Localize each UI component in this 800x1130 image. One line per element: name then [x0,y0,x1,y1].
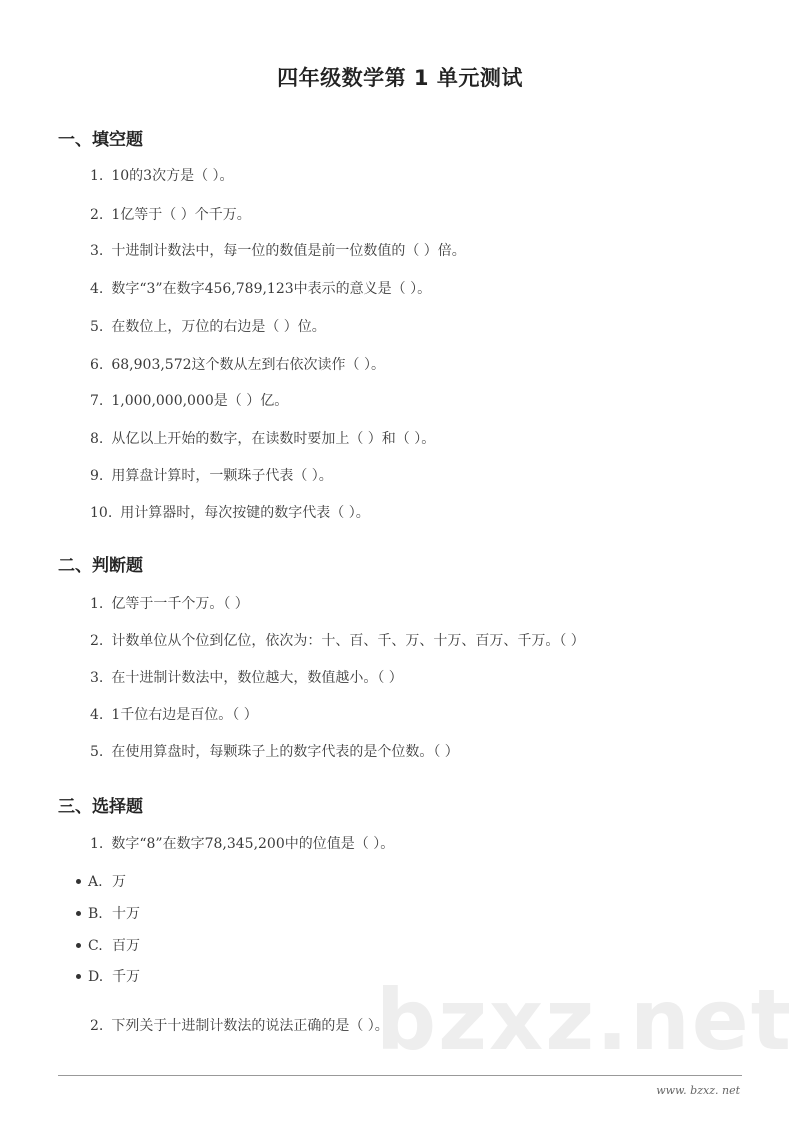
section-heading-fill-in: 一、填空题 [58,130,143,150]
choice-option-d [76,966,140,986]
question-item [90,667,403,687]
question-item [90,428,435,448]
bullet-icon [76,943,81,948]
question-number: 2. [90,1018,104,1034]
question-number: 2. [90,633,104,649]
question-number: 1. [90,168,104,184]
footer-url: www. bzxz. net [656,1084,740,1097]
question-number: 1. [90,836,104,852]
question-text: 数字“3”在数字456,789,123中表示的意义是（ ）。 [111,281,432,297]
question-item [90,240,466,260]
option-text: 万 [112,874,126,890]
question-text: 从亿以上开始的数字，在读数时要加上（ ）和（ ）。 [111,431,436,447]
option-letter: D. [88,969,104,985]
question-text: 10的3次方是（ ）。 [111,168,234,184]
question-number: 2. [90,207,104,223]
question-item [90,165,234,185]
watermark: bzxz.net [376,971,793,1069]
choice-option-b [76,903,140,923]
question-text: 计数单位从个位到亿位，依次为：十、百、千、万、十万、百万、千万。（ ） [111,633,585,649]
question-number: 7. [90,393,104,409]
question-item [90,593,249,613]
question-text: 1亿等于（ ）个千万。 [111,207,251,223]
section-heading-multiple-choice: 三、选择题 [58,797,143,817]
question-number: 5. [90,744,104,760]
question-number: 3. [90,243,104,259]
question-item [90,465,333,485]
question-number: 1. [90,596,104,612]
option-letter: C. [88,938,103,954]
question-text: 用算盘计算时，一颗珠子代表（ ）。 [111,468,333,484]
option-letter: B. [88,906,103,922]
section-heading-true-false: 二、判断题 [58,556,143,576]
question-text: 68,903,572这个数从左到右依次读作（ ）。 [111,357,385,373]
bullet-icon [76,911,81,916]
question-item [90,704,258,724]
question-number: 9. [90,468,104,484]
question-number: 4. [90,707,104,723]
question-number: 4. [90,281,104,297]
question-number: 6. [90,357,104,373]
question-item [90,741,459,761]
bullet-icon [76,974,81,979]
choice-option-c [76,935,140,955]
option-text: 百万 [112,938,140,954]
question-item [90,833,394,853]
question-item [90,502,370,522]
question-number: 8. [90,431,104,447]
option-text: 十万 [112,906,140,922]
question-item [90,1015,389,1035]
choice-option-a [76,871,126,891]
question-number: 5. [90,319,104,335]
question-text: 数字“8”在数字78,345,200中的位值是（ ）。 [111,836,395,852]
question-item [90,354,385,374]
question-text: 下列关于十进制计数法的说法正确的是（ ）。 [111,1018,389,1034]
question-text: 1,000,000,000是（ ）亿。 [111,393,289,409]
question-text: 十进制计数法中，每一位的数值是前一位数值的（ ）倍。 [111,243,466,259]
question-number: 10. [90,505,113,521]
question-text: 在十进制计数法中，数位越大，数值越小。（ ） [111,670,403,686]
question-item [90,390,288,410]
question-text: 用计算器时，每次按键的数字代表（ ）。 [120,505,370,521]
option-text: 千万 [112,969,140,985]
question-number: 3. [90,670,104,686]
footer-divider [58,1075,742,1076]
question-item [90,278,431,298]
question-text: 1千位右边是百位。（ ） [111,707,258,723]
question-text: 在数位上，万位的右边是（ ）位。 [111,319,326,335]
question-text: 在使用算盘时，每颗珠子上的数字代表的是个位数。（ ） [111,744,459,760]
question-item [90,630,585,650]
question-item [90,204,251,224]
question-item [90,316,326,336]
option-letter: A. [88,874,103,890]
bullet-icon [76,879,81,884]
question-text: 亿等于一千个万。（ ） [111,596,249,612]
document-title: 四年级数学第 1 单元测试 [277,66,523,90]
